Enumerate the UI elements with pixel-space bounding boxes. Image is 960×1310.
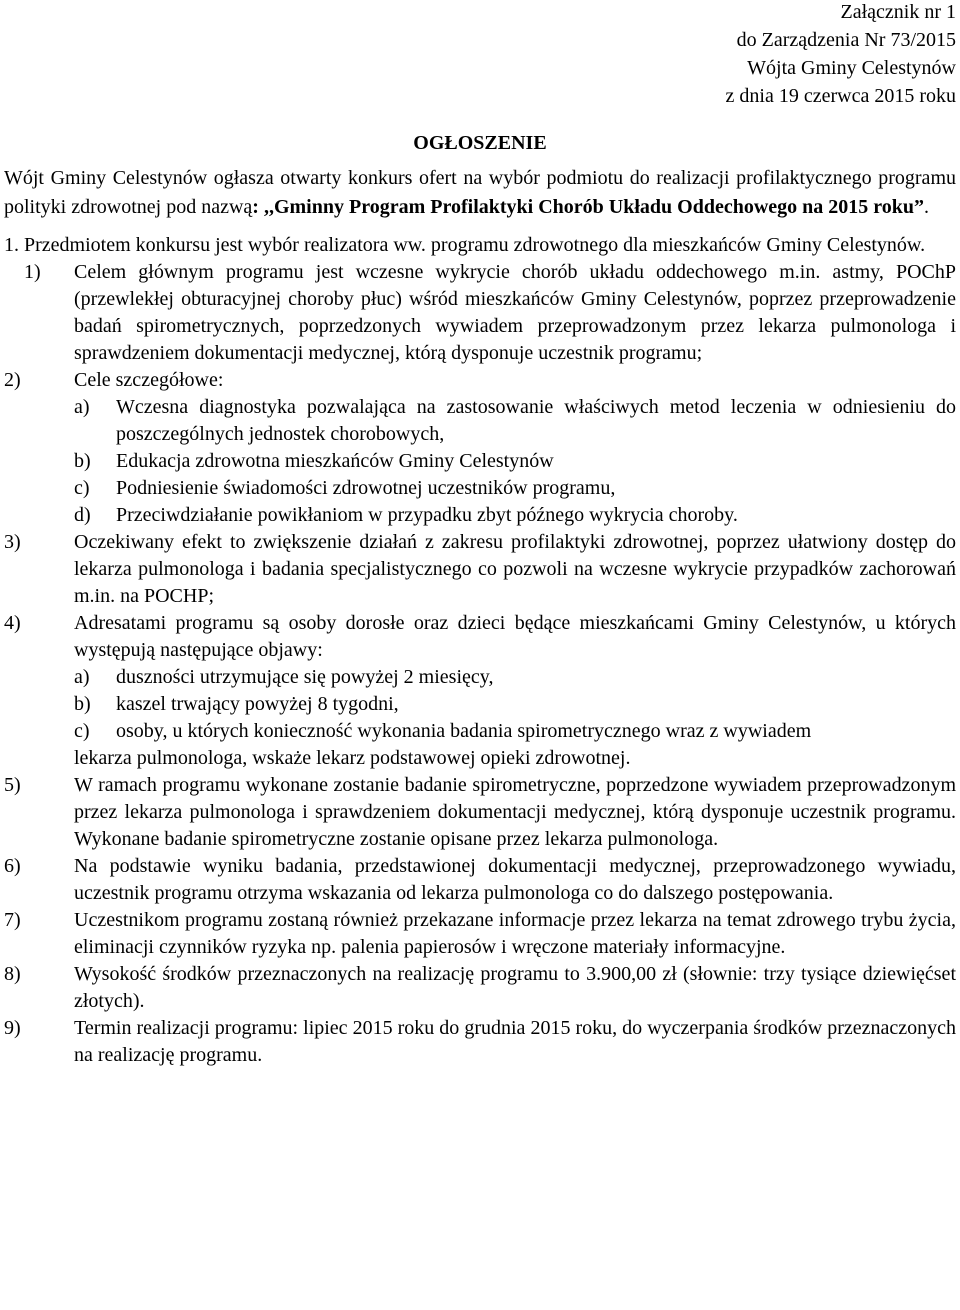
sub-item-letter: a) [74,666,90,688]
item-text: Uczestnikom programu zostaną również przekazane informacje przez lekarza na temat zdrowego trybu życia, eliminacji czynników ryzyka np. palenia papierosów i wręczone materiały informacyjne. [74,909,956,958]
annex-ordinance: do Zarządzenia Nr 73/2015 [736,29,956,51]
sub-item-text: kaszel trwający powyżej 8 tygodni, [116,693,399,715]
document-page [4,0,956,1069]
sub-item-letter: b) [74,693,91,715]
item-text: Wysokość środków przeznaczonych na realizację programu to 3.900,00 zł (słownie: trzy tysiące dziewięćset złotych). [74,963,956,1012]
annex-date: z dnia 19 czerwca 2015 roku [725,85,956,107]
sub-item-text: duszności utrzymujące się powyżej 2 miesięcy, [116,666,494,688]
item-number: 1) [24,261,41,283]
sub-item-text: osoby, u których konieczność wykonania badania spirometrycznego wraz z wywiadem [116,720,812,742]
intro-end: . [924,196,930,218]
document-title: OGŁOSZENIE [413,132,547,154]
program-name: ,,Gminny Program Profilaktyki Chorób Układu Oddechowego na 2015 roku” [258,196,925,218]
item-text: Termin realizacji programu: lipiec 2015 roku do grudnia 2015 roku, do wyczerpania środków przeznaczonych na realizację programu. [74,1017,956,1066]
sub-item-letter: c) [74,720,90,742]
item-number: 2) [4,369,21,391]
list-item [4,1015,956,1069]
item-text: Oczekiwany efekt to zwiększenie działań z zakresu profilaktyki zdrowotnej, poprzez ułatwiony dostęp do lekarza pulmonologa i badania specjalistycznego co pozwoli na wczesne wykrycie przypadków zachorowań m.in. na POCHP; [74,531,956,607]
list-item [4,961,956,1015]
item-number: 5) [4,774,21,796]
sub-item-text: Wczesna diagnostyka pozwalająca na zastosowanie właściwych metod leczenia w odniesieniu do poszczególnych jednostek chorobowych, [116,396,956,445]
intro-text: Wójt Gminy Celestynów ogłasza otwarty konkurs ofert na wybór podmiotu do realizacji profilaktycznego programu polityki zdrowotnej pod nazwą [4,167,956,218]
annex-header [4,0,956,110]
list-item [4,259,956,367]
intro-colon: : [252,196,259,218]
item-text: Cele szczegółowe: [74,369,224,391]
list-item [4,853,956,907]
list-item [4,610,956,772]
item-text: W ramach programu wykonane zostanie badanie spirometryczne, poprzedzone wywiadem przeprowadzonym przez lekarza pulmonologa i sprawdzeniem dokumentacji medycznej, którą dysponuje uczestnik programu. Wykonane badanie spirometryczne zostanie opisane przez lekarza pulmonologa. [74,774,956,850]
item-text: Celem głównym programu jest wczesne wykrycie chorób układu oddechowego m.in. astmy, POChP (przewlekłej obturacyjnej choroby płuc) wśród mieszkańców Gminy Celestynów, poprzez przeprowadzenie badań spirometrycznych, poprzedzonych wywiadem przeprowadzonym przez lekarza pulmonologa i sprawdzeniem dokumentacji medycznej, którą dysponuje uczestnik programu; [74,261,956,364]
sub-item [74,691,956,718]
sub-item-text: Podniesienie świadomości zdrowotnej uczestników programu, [116,477,616,499]
annex-issuer: Wójta Gminy Celestynów [747,57,956,79]
item-text: Na podstawie wyniku badania, przedstawionej dokumentacji medycznej, przeprowadzonego wywiadu, uczestnik programu otrzyma wskazania od lekarza pulmonologa co do dalszego postępowania. [74,855,956,904]
item-number: 9) [4,1017,21,1039]
sub-item-letter: c) [74,477,90,499]
sub-item [74,394,956,448]
item-number: 4) [4,612,21,634]
sub-item [74,502,956,529]
item-tail-text: lekarza pulmonologa, wskaże lekarz podstawowej opieki zdrowotnej. [74,747,631,769]
sub-item [74,664,956,691]
list-item [4,907,956,961]
list-item [4,367,956,529]
annex-number: Załącznik nr 1 [840,1,956,23]
sub-item-letter: b) [74,450,91,472]
item-number: 3) [4,531,21,553]
sub-item-letter: d) [74,504,91,526]
item-number: 6) [4,855,21,877]
sub-item-letter: a) [74,396,90,418]
item-text: Adresatami programu są osoby dorosłe oraz dzieci będące mieszkańcami Gminy Celestynów, u których występują następujące objawy: [74,612,956,661]
intro-paragraph [4,164,956,222]
list-item [4,529,956,610]
section-1: 1. Przedmiotem konkursu jest wybór realizatora ww. programu zdrowotnego dla mieszkańców Gminy Celestynów. [4,234,926,256]
sub-item-text: Edukacja zdrowotna mieszkańców Gminy Celestynów [116,450,554,472]
sub-item-text: Przeciwdziałanie powikłaniom w przypadku zbyt późnego wykrycia choroby. [116,504,738,526]
sub-item [74,448,956,475]
items-list [4,259,956,1069]
item-number: 7) [4,909,21,931]
sub-item [74,475,956,502]
list-item [4,772,956,853]
item-number: 8) [4,963,21,985]
sub-item [74,718,956,745]
